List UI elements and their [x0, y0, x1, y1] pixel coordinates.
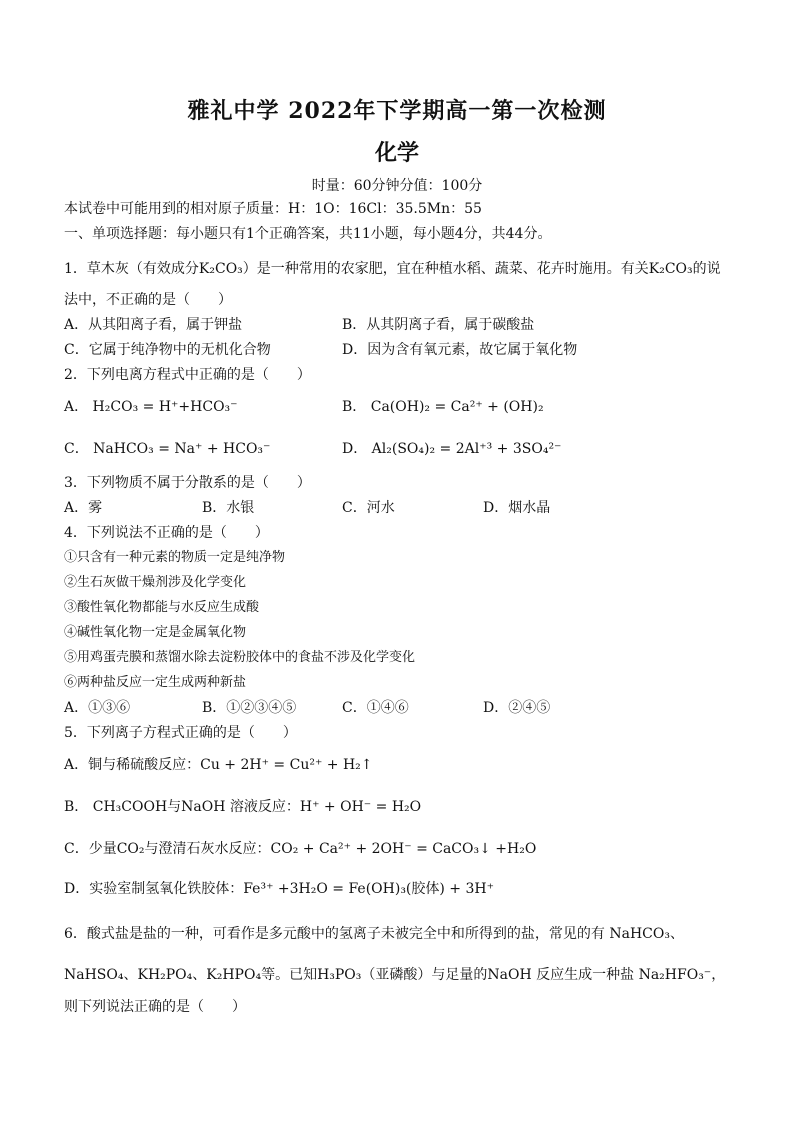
q6-stem-line2: NaHSO₄、KH₂PO₄、K₂HPO₄等。已知H₃PO₃（亚磷酸）与足量的NaOH 反应生成一种盐 Na₂HFO₃⁻， [64, 967, 726, 983]
q5-option-c: C．少量CO₂与澄清石灰水反应：CO₂ + Ca²⁺ + 2OH⁻ = CaCO₃↓ +H₂O [64, 841, 537, 857]
q3-option-b: B．水银 [202, 500, 255, 516]
q1-option-a: A．从其阳离子看，属于钾盐 [64, 317, 243, 333]
q1-option-b: B．从其阴离子看，属于碳酸盐 [342, 317, 535, 333]
q4-statement-5: ⑤用鸡蛋壳膜和蒸馏水除去淀粉胶体中的食盐不涉及化学变化 [64, 650, 416, 665]
q4-option-a: A．①③⑥ [64, 700, 131, 716]
q5-stem: 5．下列离子方程式正确的是（ ） [64, 725, 297, 741]
q3-stem: 3．下列物质不属于分散系的是（ ） [64, 475, 311, 491]
q5-option-d: D．实验室制氢氧化铁胶体：Fe³⁺ +3H₂O = Fe(OH)₃(胶体) + 3H⁺ [64, 881, 494, 897]
section-heading: 一、单项选择题：每小题只有1个正确答案，共11小题，每小题4分，共44分。 [64, 226, 552, 242]
q4-statement-4: ④碱性氧化物一定是金属氧化物 [64, 625, 247, 640]
q2-option-b: B． Ca(OH)₂ = Ca²⁺ + (OH)₂ [342, 399, 544, 415]
q4-statement-2: ②生石灰做干燥剂涉及化学变化 [64, 575, 247, 590]
q2-option-d: D． Al₂(SO₄)₂ = 2Al⁺³ + 3SO₄²⁻ [342, 441, 562, 457]
q1-stem-line1: 1．草木灰（有效成分K₂CO₃）是一种常用的农家肥，宜在种植水稻、蔬菜、花卉时施用。有关K₂CO₃的说 [64, 261, 721, 277]
subject-title: 化学 [374, 140, 419, 166]
q5-option-b: B． CH₃COOH与NaOH 溶液反应：H⁺ + OH⁻ = H₂O [64, 799, 422, 815]
q4-option-b: B．①②③④⑤ [202, 700, 297, 716]
q4-option-d: D．②④⑤ [483, 700, 551, 716]
q4-statement-3: ③酸性氧化物都能与水反应生成酸 [64, 600, 260, 615]
q5-option-a: A．铜与稀硫酸反应：Cu + 2H⁺ = Cu²⁺ + H₂↑ [64, 757, 373, 773]
q1-option-d: D．因为含有氧元素，故它属于氧化物 [342, 342, 578, 358]
q2-option-a: A． H₂CO₃ = H⁺+HCO₃⁻ [64, 399, 238, 415]
q4-option-c: C．①④⑥ [342, 700, 409, 716]
q2-stem: 2．下列电离方程式中正确的是（ ） [64, 367, 311, 383]
q4-statement-6: ⑥两种盐反应一定生成两种新盐 [64, 675, 247, 690]
q3-option-c: C．河水 [342, 500, 395, 516]
q4-stem: 4．下列说法不正确的是（ ） [64, 525, 269, 541]
q2-option-c: C． NaHCO₃ = Na⁺ + HCO₃⁻ [64, 441, 271, 457]
time-info: 时量：60分钟分值：100分 [311, 178, 483, 194]
q1-option-c: C．它属于纯净物中的无机化合物 [64, 342, 271, 358]
q4-statement-1: ①只含有一种元素的物质一定是纯净物 [64, 550, 286, 565]
q3-option-d: D．烟水晶 [483, 500, 551, 516]
atomic-mass-note: 本试卷中可能用到的相对原子质量：H：1O：16Cl：35.5Mn：55 [64, 201, 482, 217]
q6-stem-line1: 6．酸式盐是盐的一种，可看作是多元酸中的氢离子未被完全中和所得到的盐，常见的有 NaHCO₃、 [64, 926, 684, 942]
exam-title: 雅礼中学 2022年下学期高一第一次检测 [187, 98, 607, 124]
q1-stem-line2: 法中，不正确的是（ ） [64, 292, 232, 308]
q6-stem-line3: 则下列说法正确的是（ ） [64, 999, 246, 1015]
q3-option-a: A．雾 [64, 500, 103, 516]
